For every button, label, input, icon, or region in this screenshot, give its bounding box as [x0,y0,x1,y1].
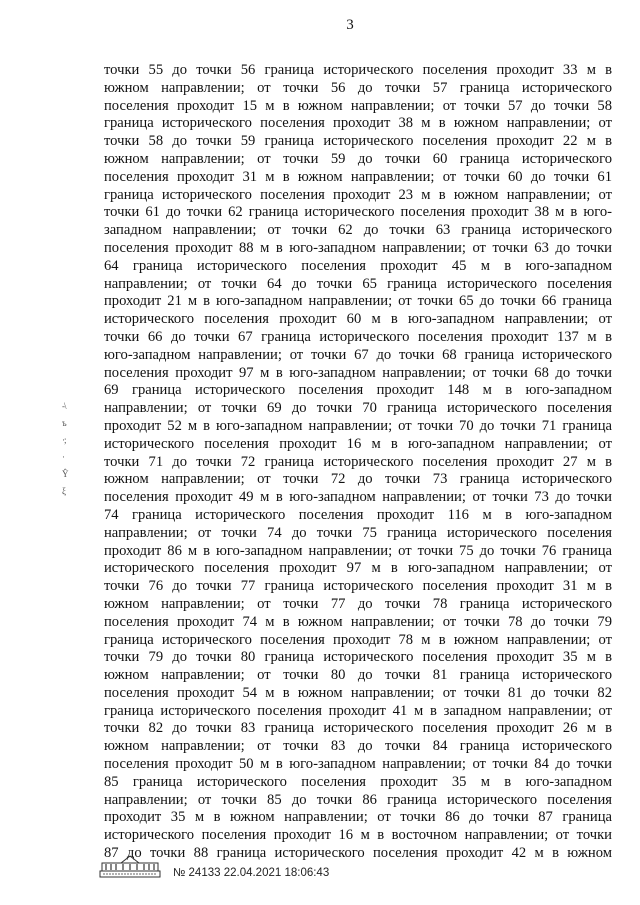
text-line: точки 79 до точки 80 граница исторического поселения проходит 35 м в [104,649,612,666]
text-line: поселения проходит 31 м в южном направлении; от точки 60 до точки 61 [104,168,612,185]
body-text [104,62,612,863]
margin-mark: -\ [62,401,66,411]
text-line: точки 82 до точки 83 граница исторического поселения проходит 26 м в [104,720,612,737]
text-line: исторического поселения проходит 16 м в восточном направлении; от точки [104,827,612,844]
text-line: направлении; от точки 64 до точки 65 граница исторического поселения [104,275,612,292]
text-line: южном направлении; от точки 72 до точки 73 граница исторического [104,471,612,488]
text-line: исторического поселения проходит 97 м в юго-западном направлении; от [104,560,612,577]
text-line: проходит 86 м в юго-западном направлении; от точки 75 до точки 76 граница [104,542,612,559]
text-line: граница исторического поселения проходит 23 м в южном направлении; от [104,186,612,203]
text-line: 87 до точки 88 граница исторического поселения проходит 42 м в южном [104,845,612,862]
margin-mark: · [62,452,64,462]
margin-mark: ъ [62,418,66,428]
text-line: граница исторического поселения проходит 41 м в западном направлении; от [104,702,612,719]
text-line: южном направлении; от точки 56 до точки 57 граница исторического [104,79,612,96]
government-building-stamp-icon [99,854,161,878]
text-line: точки 71 до точки 72 граница исторического поселения проходит 27 м в [104,453,612,470]
text-line: точки 58 до точки 59 граница исторического поселения проходит 22 м в [104,133,612,150]
text-line: граница исторического поселения проходит 78 м в южном направлении; от [104,631,612,648]
text-line: южном направлении; от точки 59 до точки 60 граница исторического [104,150,612,167]
text-line: 74 граница исторического поселения проходит 116 м в юго-западном [104,506,612,523]
text-line: проходит 21 м в юго-западном направлении; от точки 65 до точки 66 граница [104,293,612,310]
text-line: юго-западном направлении; от точки 67 до точки 68 граница исторического [104,346,612,363]
text-line: 69 граница исторического поселения проходит 148 м в юго-западном [104,382,612,399]
text-line: поселения проходит 74 м в южном направлении; от точки 78 до точки 79 [104,613,612,630]
text-line: южном направлении; от точки 77 до точки 78 граница исторического [104,595,612,612]
margin-mark: ·; [62,435,66,445]
margin-marks [62,398,76,500]
text-line: проходит 35 м в южном направлении; от точки 86 до точки 87 граница [104,809,612,826]
text-line: южном направлении; от точки 80 до точки 81 граница исторического [104,667,612,684]
text-line: граница исторического поселения проходит 38 м в южном направлении; от [104,115,612,132]
text-line: поселения проходит 97 м в юго-западном направлении; от точки 68 до точки [104,364,612,381]
text-line: точки 61 до точки 62 граница исторического поселения проходит 38 м в юго- [104,204,612,221]
text-line: 64 граница исторического поселения проходит 45 м в юго-западном [104,257,612,274]
text-line: точки 66 до точки 67 граница исторического поселения проходит 137 м в [104,328,612,345]
text-line: западном направлении; от точки 62 до точки 63 граница исторического [104,222,612,239]
text-line: исторического поселения проходит 60 м в юго-западном направлении; от [104,311,612,328]
text-line: 85 граница исторического поселения проходит 35 м в юго-западном [104,773,612,790]
text-line: поселения проходит 49 м в юго-западном направлении; от точки 73 до точки [104,489,612,506]
text-line: поселения проходит 54 м в южном направлении; от точки 81 до точки 82 [104,684,612,701]
text-line: поселения проходит 15 м в южном направлении; от точки 57 до точки 58 [104,97,612,114]
text-line: направлении; от точки 69 до точки 70 граница исторического поселения [104,400,612,417]
margin-mark: ξ [62,486,66,496]
text-line: южном направлении; от точки 83 до точки 84 граница исторического [104,738,612,755]
text-line: точки 76 до точки 77 граница исторического поселения проходит 31 м в [104,578,612,595]
text-line: поселения проходит 50 м в юго-западном направлении; от точки 84 до точки [104,756,612,773]
text-line: исторического поселения проходит 16 м в юго-западном направлении; от [104,435,612,452]
page-number: 3 [346,17,354,33]
text-line: точки 55 до точки 56 граница исторического поселения проходит 33 м в [104,62,612,78]
margin-mark: Ŷ [62,469,68,479]
text-line: направлении; от точки 74 до точки 75 граница исторического поселения [104,524,612,541]
text-line: поселения проходит 88 м в юго-западном направлении; от точки 63 до точки [104,239,612,256]
registration-number: № 24133 22.04.2021 18:06:43 [173,867,330,879]
text-line: проходит 52 м в юго-западном направлении; от точки 70 до точки 71 граница [104,417,612,434]
text-line: направлении; от точки 85 до точки 86 граница исторического поселения [104,791,612,808]
